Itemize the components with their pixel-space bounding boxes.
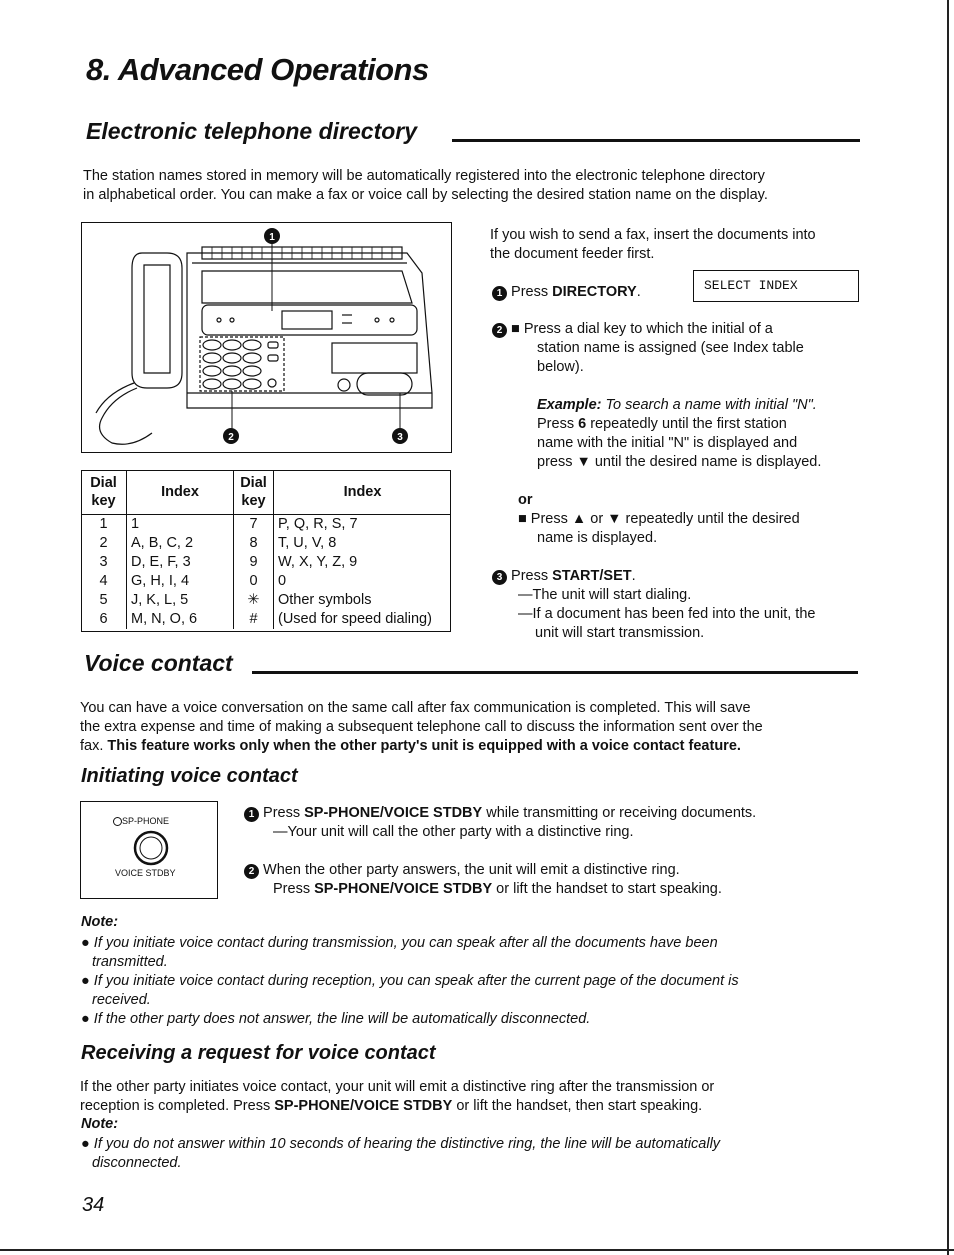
index-table-header: [81, 470, 451, 515]
page-title: 8. Advanced Operations: [86, 52, 429, 87]
table-row: [81, 610, 451, 629]
subheading-receiving: Receiving a request for voice contact: [81, 1042, 436, 1064]
step-1-post: .: [636, 284, 641, 300]
voice-step-1-line-2: —Your unit will call the other party with a distinctive ring.: [273, 824, 634, 840]
subheading-initiating: Initiating voice contact: [81, 765, 298, 787]
step-3-line-2: —If a document has been fed into the unit, the: [518, 606, 816, 622]
note-1-line-2: transmitted.: [92, 954, 168, 970]
section-heading-directory: Electronic telephone directory: [86, 118, 418, 144]
voice-step-1: [244, 804, 756, 823]
cell: 7: [234, 515, 274, 535]
table-row: [81, 591, 451, 610]
right-intro-1: If you wish to send a fax, insert the documents into: [490, 227, 816, 243]
indicator-light-icon: [113, 817, 122, 826]
table-row: [81, 534, 451, 553]
cell: J, K, L, 5: [127, 591, 234, 610]
receiving-line-2-pre: reception is completed. Press: [80, 1098, 275, 1114]
cell: W, X, Y, Z, 9: [278, 554, 358, 570]
receiving-line-1: If the other party initiates voice contact, your unit will emit a distinctive ring after the transmission or: [80, 1079, 715, 1095]
table-row: [81, 572, 451, 591]
cell: Other symbols: [278, 592, 372, 608]
voice-para-1: You can have a voice conversation on the same call after fax communication is completed. This will save: [80, 700, 751, 716]
step-2-line-3: below).: [537, 359, 584, 375]
intro-line-1: The station names stored in memory will be automatically registered into the electronic telephone directory: [83, 168, 765, 184]
alt-line-2: name is displayed.: [537, 530, 658, 546]
cell: 1: [81, 515, 127, 535]
step-3: [492, 567, 636, 586]
step-2-line-1: ■ Press a dial key to which the initial of a: [511, 321, 773, 337]
note-label: Note:: [81, 914, 119, 930]
cell: 8: [234, 534, 274, 553]
voice-para-3-bold: This feature works only when the other party's unit is equipped with a voice contact feature.: [107, 738, 741, 754]
voice-para-3-pre: fax.: [80, 738, 108, 754]
voice-step-2-pre: Press: [273, 881, 315, 897]
index-table: [81, 470, 451, 629]
cell: #: [234, 610, 274, 629]
note-4-line-2: disconnected.: [92, 1155, 182, 1171]
table-row: [81, 553, 451, 572]
header-dial-key: Dial key: [234, 470, 274, 515]
cell: M, N, O, 6: [127, 610, 234, 629]
header-index: Index: [127, 470, 234, 515]
fax-figure: [81, 222, 452, 453]
voice-para-2: the extra expense and time of making a subsequent telephone call to discuss the information sent over the: [80, 719, 763, 735]
header-index: Index: [274, 470, 452, 515]
voice-step-1-pre: Press: [263, 805, 305, 821]
heading-rule: [252, 671, 858, 674]
intro-line-2: in alphabetical order. You can make a fax or voice call by selecting the desired station name on the display.: [83, 187, 768, 203]
cell: (Used for speed dialing): [278, 611, 432, 627]
fax-machine-illustration: [82, 223, 451, 452]
step-3-line-1: —The unit will start dialing.: [518, 587, 692, 603]
receiving-line-2-post: or lift the handset, then start speaking.: [452, 1098, 703, 1114]
callout-3-label: 3: [397, 432, 403, 443]
cell: 5: [81, 591, 127, 610]
note-label: Note:: [81, 1116, 119, 1132]
cell: ✳: [234, 591, 274, 610]
receiving-line-2: [80, 1097, 702, 1116]
cell: 0: [234, 572, 274, 591]
heading-rule: [452, 139, 860, 142]
round-button-icon: [133, 830, 169, 866]
note-1-line-1: ● If you initiate voice contact during transmission, you can speak after all the documents have been: [81, 935, 718, 951]
page-edge-bottom: [0, 1249, 954, 1251]
voice-step-2: [244, 861, 680, 880]
step-3-post: .: [631, 568, 636, 584]
cell: 0: [278, 573, 287, 589]
step-number-1: 1: [244, 807, 259, 822]
cell: 2: [81, 534, 127, 553]
page-number: 34: [82, 1194, 105, 1216]
voice-stdby-label: VOICE STDBY: [115, 868, 176, 878]
example-line-3: press ▼ until the desired name is displayed.: [537, 454, 822, 470]
sp-phone-key: SP-PHONE/VOICE STDBY: [314, 881, 493, 897]
key-6: 6: [578, 416, 587, 432]
example-l1-pre: Press: [537, 416, 579, 432]
sp-phone-key: SP-PHONE/VOICE STDBY: [274, 1098, 453, 1114]
example-label: Example:: [537, 397, 602, 413]
or-label: or: [518, 492, 533, 508]
page-edge-right: [947, 0, 949, 1255]
directory-key: DIRECTORY: [552, 284, 637, 300]
example-text: To search a name with initial "N".: [605, 397, 817, 413]
step-number-2: 2: [492, 323, 507, 338]
sp-phone-key: SP-PHONE/VOICE STDBY: [304, 805, 483, 821]
cell: P, Q, R, S, 7: [278, 516, 358, 532]
cell: 1: [127, 515, 234, 535]
header-dial-key: Dial key: [81, 470, 127, 515]
cell: G, H, I, 4: [127, 572, 234, 591]
lcd-display: SELECT INDEX: [693, 270, 859, 302]
step-1-text: Press: [511, 284, 553, 300]
callout-2-label: 2: [228, 432, 234, 443]
note-2-line-2: received.: [92, 992, 151, 1008]
cell: T, U, V, 8: [278, 535, 337, 551]
step-2: [492, 320, 773, 339]
example-l1-post: repeatedly until the first station: [586, 416, 787, 432]
step-1: [492, 283, 641, 302]
voice-step-1-post: while transmitting or receiving documents.: [482, 805, 757, 821]
note-2-line-1: ● If you initiate voice contact during reception, you can speak after the current page of the document is: [81, 973, 739, 989]
note-4-line-1: ● If you do not answer within 10 seconds of hearing the distinctive ring, the line will be automatically: [81, 1136, 721, 1152]
note-3: ● If the other party does not answer, the line will be automatically disconnected.: [81, 1011, 591, 1027]
cell: A, B, C, 2: [127, 534, 234, 553]
step-3-pre: Press: [511, 568, 553, 584]
figure-callouts: [223, 228, 408, 444]
voice-step-2-line-2: [273, 880, 722, 899]
cell: 9: [234, 553, 274, 572]
callout-1-label: 1: [269, 232, 275, 243]
example-line-1: [537, 415, 787, 434]
step-number-3: 3: [492, 570, 507, 585]
section-heading-voice: Voice contact: [84, 650, 233, 676]
alt-line-1: ■ Press ▲ or ▼ repeatedly until the desired: [518, 511, 800, 527]
voice-step-2-line-1: When the other party answers, the unit will emit a distinctive ring.: [263, 862, 680, 878]
voice-step-2-post: or lift the handset to start speaking.: [492, 881, 722, 897]
button-label-top: [113, 816, 169, 826]
example-line-2: name with the initial "N" is displayed and: [537, 435, 798, 451]
table-row: [81, 515, 451, 535]
step-number-1: 1: [492, 286, 507, 301]
step-3-line-3: unit will start transmission.: [535, 625, 705, 641]
example-line: [537, 396, 817, 415]
sp-phone-label: SP-PHONE: [122, 816, 170, 826]
step-2-line-2: station name is assigned (see Index table: [537, 340, 804, 356]
cell: 3: [81, 553, 127, 572]
start-set-key: START/SET: [552, 568, 632, 584]
cell: D, E, F, 3: [127, 553, 234, 572]
cell: 6: [81, 610, 127, 629]
cell: 4: [81, 572, 127, 591]
voice-button-figure: [80, 801, 218, 899]
step-number-2: 2: [244, 864, 259, 879]
right-intro-2: the document feeder first.: [490, 246, 655, 262]
voice-para-3: [80, 737, 741, 756]
